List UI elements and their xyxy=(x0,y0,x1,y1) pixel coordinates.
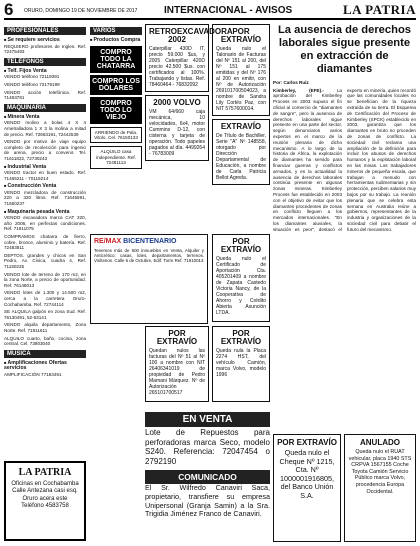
subcategory: ■ Telf. Fijos Venta xyxy=(4,68,86,75)
ad-title: POR EXTRAVÍO xyxy=(156,329,198,346)
category-header: MAQUINARIA xyxy=(4,104,86,112)
ad-title: RETROEXCAVADORA 2002 xyxy=(149,27,233,44)
classified-ad: VENDO tractor en buen estado. Ref. 71465211 - 70119214 xyxy=(4,170,86,181)
category-header: TELÉFONOS xyxy=(4,58,86,66)
classified-ad: VENDO lote de terreno de 170 m2, en la zona Norte, a precio de oportunidad. Ref. 76148013 xyxy=(4,271,86,288)
subcategory: ■ Minera Venta xyxy=(4,114,86,121)
category-header: MÚSICA xyxy=(4,350,86,358)
page-number: 6 xyxy=(4,0,14,19)
article-body xyxy=(273,88,416,408)
article-text: La aprobación del Kimberley Process en 2003 supuso el fin oficial al comercio de "diamantes de sangre", pero la ausencia de derechos laborales sigue presente en una parte del sector, según denunciaron varios expertos en el marco de la reunión plenaria de dicho mecanismo. A lo largo de la historia de África, la explotación de diamantes ha servido para financiar guerras y conflictos armados, y en la actualidad la ausencia de derechos laborales continúa presente en algunas zonas mineras. Kimberley Process fue establecido en 2003 con el objetivo de evitar que los diamantes procedentes de zonas en conflicto lleguen a los mercados internacionales. "En los diamantes aluviales, la situación es peor", destacó el experto en minería, quien recordó que las comunidades locales no se benefician de la riqueza extraída de su tierra. El Esquema de Certificación del Proceso de Kimberley (SPCK) establecido en 2003, garantiza que los diamantes en bruto no proceden de zonas de conflicto. La sociedad civil reclama una ampliación de la definición para incluir los abusos de derechos humanos y la explotación laboral en las minas. Los trabajadores mineros de pequeña escala, que trabajan a menudo con herramientas rudimentarias y sin protección, perciben salarios muy bajos por su trabajo. La reunión plenaria que se celebra esta semana en Australia reúne a gobiernos, representantes de la industria y organizaciones de la sociedad civil para debatir el futuro del mecanismo. xyxy=(273,87,416,232)
remax-text: Tenemos más de 600 inmuebles en Venta, Alquiler y Anticrético: casas, lotes, departamentos, terrenos. Visítenos. Calle 6 de Octubre, Edif. Torre Ref. 71910013 xyxy=(94,248,204,264)
classified-ad: VENDO alquila departamento, Zona Norte. Ref. 71811611 xyxy=(4,322,86,333)
ad-text: Queda nulo el Talonario de Facturas del Nº 151 al 200, del Nº 151 al 175 emitidas y del Nº 176 al 200 en emitir, con Nº de Autorización 269101700504023, a nombre de Sandra Lily Cortés Paz, con NIT 5757600014. xyxy=(216,46,266,112)
ad-text: De Título de Bachiller, Serie "A" Nº 148558, otorgado por Dirección Departamental de Educación, a nombre de Carla Patricia Bellot Agreda. xyxy=(216,133,266,181)
office-box-line: Teléfono 4583758 xyxy=(21,503,69,510)
classified-ad: DEPTOS. grandes y chicos en San Pedro, Av. Cívica, cuadra 4, Ref. 71150225 xyxy=(4,252,86,269)
subcategory: ■ Productos Compra xyxy=(90,37,142,44)
ad-logo-banner: COMPRO TODO LA CHATARRA xyxy=(90,46,142,73)
dateline: ORURO, DOMINGO 19 DE NOVIEMBRE DE 2017 xyxy=(24,8,138,14)
ads-middle-right xyxy=(212,234,270,324)
subcategory: ■ Construcción Venta xyxy=(4,183,86,190)
classified-ad: VENDO teléfono 72179199 xyxy=(4,81,60,87)
ad-box xyxy=(145,326,209,402)
classified-ad: COMPRAMOS chatarra de fierro, cobre, bronce, aluminio y batería. Ref. 72483811 xyxy=(4,234,86,251)
en-venta-text: Lote de Repuestos para perforadoras marca Seco, modelo S240. Referencia: 72047454 o 2792190 xyxy=(145,428,270,466)
article-byline: Por: Carlos Ruiz xyxy=(273,80,309,85)
classified-ad: VENDO mezcladora de construcción 220 a 320 litros. Ref. 71645591, 71650237 xyxy=(4,189,86,207)
en-venta-banner: EN VENTA xyxy=(145,412,270,427)
ad-text: Queda nula la Placa 2274 HST, del vehículo Camión, marca Volvo, modelo 1996 xyxy=(216,348,266,378)
classified-ad: REQUIERO profesores de Ingles. Ref. 72475493 xyxy=(4,43,86,55)
classified-ad: ARRIENDO de Pala. Vitolo. Cel. 76150133 xyxy=(90,127,142,144)
classified-ad: VENDO acción telefónica. Ref. 71463781 xyxy=(4,89,86,101)
section-title: INTERNACIONAL - AVISOS xyxy=(164,5,293,16)
page-header xyxy=(4,2,416,20)
ad-text: Caterpillar 430D IT, precio 59.000 $us, y 2005 Caterpillar 420D precio 42.500 $us. con certificados al 100%. Trabajando y listas. Ref. 78460464 - 76832092 xyxy=(149,46,205,88)
comunicado-banner: COMUNICADO xyxy=(145,470,270,484)
classifieds-column-2 xyxy=(90,24,142,254)
ad-title: POR EXTRAVÍO xyxy=(220,329,262,346)
subcategory: ■ Industrial Venta xyxy=(4,164,86,171)
classified-ad: ALQUILO casa independiente. Ref. 72481113 xyxy=(90,146,142,168)
classified-ad: VENDO molino a bolas 4 X 4 Ametralladora 1 X 3 la molina a mitad de precio. Ref. 72663191, 72442539 xyxy=(4,120,86,137)
subcategory: ■ Se requiere servicios xyxy=(4,37,86,44)
classified-ad: VENDO excavadora marca CAT 320, año 2006, en perfectas condiciones. Ref. 71911075 xyxy=(4,215,86,232)
article-headline: La ausencia de derechos laborales sigue presente en extracción de diamantes xyxy=(277,24,412,75)
subcategory: ■ Amplificaciones Ofertas servicios xyxy=(4,360,86,372)
ad-box xyxy=(212,234,270,322)
ads-column-3 xyxy=(145,24,233,230)
masthead: LA PATRIA xyxy=(343,2,416,17)
ad-title: 2000 VOLVO xyxy=(153,98,201,107)
category-header: PROFESIONALES xyxy=(4,27,86,35)
classified-ad: VENDO lotes de 1.300 y 14.500 m2, cerca a la carretera Oruro-Cochabamba. Ref. 72744114 xyxy=(4,290,86,307)
ad-title: POR EXTRAVÍO xyxy=(220,27,262,44)
ad-text: Queda nulo el Cheque Nº 1215, Cta. Nº 1000001916805, del Banco Unión S.A. xyxy=(279,448,335,500)
ad-text: Quedan nulos las facturas del Nº 51 al Nº 100 a nombre con NIT 26406341019 de propiedad de Pedro Mamani Márquez. Nº de Autorización 265101700517 xyxy=(149,348,205,396)
classified-ad: SE ALQUILA galpón en zona Sud. Ref. 76130491, 52-63141 xyxy=(4,309,86,320)
comunicado-text: El Sr. Wilfredo Canaviri Saca, propietario, transfiere su empresa Unipersonal (Granja Samin) a la Sra. Trigidia Jiménez Franco de Canaviri. xyxy=(145,483,270,519)
office-box-line: Oficinas en Cochabamba xyxy=(11,481,79,487)
ads-lower-right xyxy=(212,326,270,404)
category-header: VARIOS xyxy=(90,27,142,35)
ad-logo-banner: COMPRO LOS DÓLARES xyxy=(90,75,142,95)
ad-box xyxy=(344,434,416,542)
ad-text: Queda nulo el RUAT vehicular, placa 1940 STS CRPVA 1567155 Coche Toyota Camión Servicio Público marca Volvo, procedencia Europa Occidental. xyxy=(348,449,412,495)
ad-title: POR EXTRAVÍO xyxy=(277,438,337,447)
ad-text: VM 64/660 caja mecánica, 10 velocidades, 6x4, motor Cummins D-12, con cisterna y tarjeta de operación. Todo papeles pagados al día. 4499264 - 76783009 xyxy=(149,109,205,157)
ad-title: POR EXTRAVÍO xyxy=(220,237,262,254)
subcategory: ■ Maquinaria pesada Venta xyxy=(4,209,86,216)
ad-box xyxy=(212,24,270,116)
ad-title: ANULADO xyxy=(360,438,400,447)
ad-box xyxy=(212,326,270,402)
remax-ad xyxy=(90,234,208,324)
ad-title: EXTRAVÍO xyxy=(220,122,262,131)
la-patria-office-box xyxy=(4,461,86,541)
article-dateline: Kimberley, (EFE).- xyxy=(273,87,324,93)
classified-ad: AMPLIFICACIÓN 77183491 xyxy=(4,371,62,377)
classified-ad: ALQUILO cuarto, baño, cocina, zona central. Cel. 73803040 xyxy=(4,335,86,347)
ads-column-4 xyxy=(212,24,270,230)
ad-box xyxy=(145,95,209,161)
classified-ad: VENDO teléfono 72119391 xyxy=(4,74,60,80)
classified-ad: VENDO por motivo de viaje equipo completo de recolección para ingenio de arena, precio a convenir. Tel. 71611822, 72730243 xyxy=(4,139,86,161)
ads-lower-left xyxy=(145,326,209,404)
remax-logo: RE/MAX BICENTENARIO xyxy=(94,238,177,245)
ad-logo-banner: COMPRO TODO LO VIEJO xyxy=(90,97,142,124)
ad-box xyxy=(212,119,270,185)
office-box-title: LA PATRIA xyxy=(18,467,72,478)
news-article xyxy=(273,24,416,430)
ad-text: Queda nulo el Certificado de Aportación Cta. 405201409 a nombre de Zapata Castedo Victoria Nancy, de la Cooperativa de Ahorro y Crédito Abierta Asunción LTDA. xyxy=(216,256,266,316)
ad-box xyxy=(145,24,233,92)
ad-box xyxy=(273,434,341,542)
office-box-line: Calle Antezana casi esq. Oruro acera este xyxy=(12,488,78,502)
